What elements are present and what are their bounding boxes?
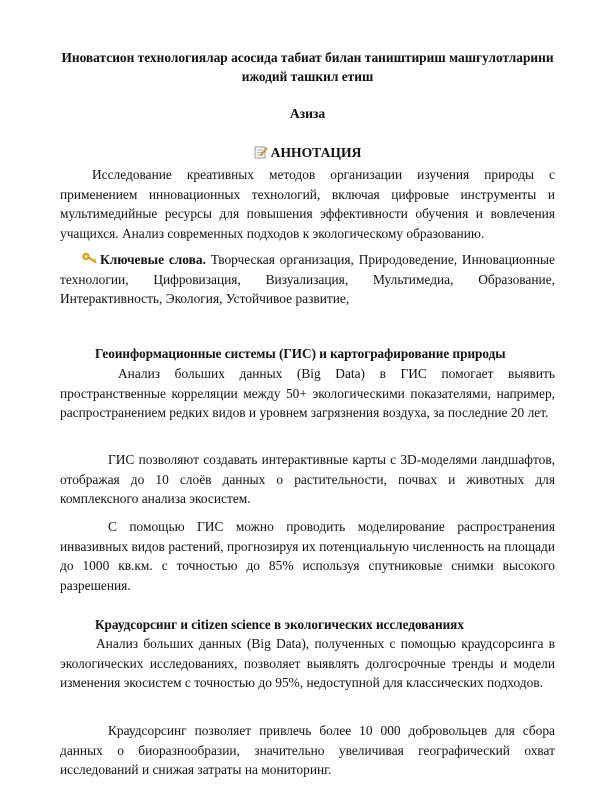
author-name: Азиза <box>289 106 326 121</box>
memo-icon <box>254 145 268 159</box>
keywords-text: Творческая организация, Природоведение, Инновационные технологии, Цифровизация, Визуализация, Мультимедиа, Образование, Интерактивность, Экология, Устойчивое развитие, <box>60 252 555 306</box>
crowdsourcing-paragraph-2: Краудсорсинг позволяет привлечь более 10 000 добровольцев для сбора данных о биоразнообразии, значительно увеличивая географический охват исследований и снижая затраты на мониторинг. <box>60 723 555 777</box>
gis-paragraph-3: С помощью ГИС можно проводить моделирование распространения инвазивных видов растений, прогнозируя их потенциальную численность на площади до 1000 кв.км. с точностью до 85% используя спутниковые снимки высокого разрешения. <box>60 519 555 593</box>
gis-paragraph-2: ГИС позволяют создавать интерактивные карты с 3D-моделями ландшафтов, отображая до 10 слоёв данных о растительности, почвах и животных для комплексного анализа экосистем. <box>60 452 555 506</box>
section-heading-crowdsourcing: Краудсорсинг и citizen science в экологических исследованиях <box>95 617 464 632</box>
gis-paragraph-1: Анализ больших данных (Big Data) в ГИС помогает выявить пространственные корреляции между 50+ экологическими показателями, например, распространением редких видов и уровнем загрязнения воздуха, за последние 20 лет. <box>60 366 555 420</box>
keywords-label: Ключевые слова. <box>100 252 206 267</box>
paper-title: Иноватсион технологиялар асосида табиат билан таништириш машғулотларини ижодий ташкил етиш <box>61 50 554 84</box>
crowdsourcing-paragraph-1: Анализ больших данных (Big Data), полученных с помощью краудсорсинга в экологических исследованиях, позволяет выявлять долгосрочные тренды и модели изменения экосистем с точностью до 95%, недоступной для классических подходов. <box>60 636 555 690</box>
keywords-paragraph <box>60 250 555 309</box>
key-icon <box>82 252 98 264</box>
annotation-text: Исследование креативных методов организации изучения природы с применением инновационных технологий, включая цифровые инструменты и мультимедийные ресурсы для повышения эффективности обучения и вовлечения учащихся. Анализ современных подходов к экологическому образованию. <box>60 167 555 241</box>
annotation-heading-text: АННОТАЦИЯ <box>270 145 362 160</box>
section-heading-gis: Геоинформационные системы (ГИС) и картографирование природы <box>95 346 506 361</box>
annotation-heading <box>60 145 555 161</box>
